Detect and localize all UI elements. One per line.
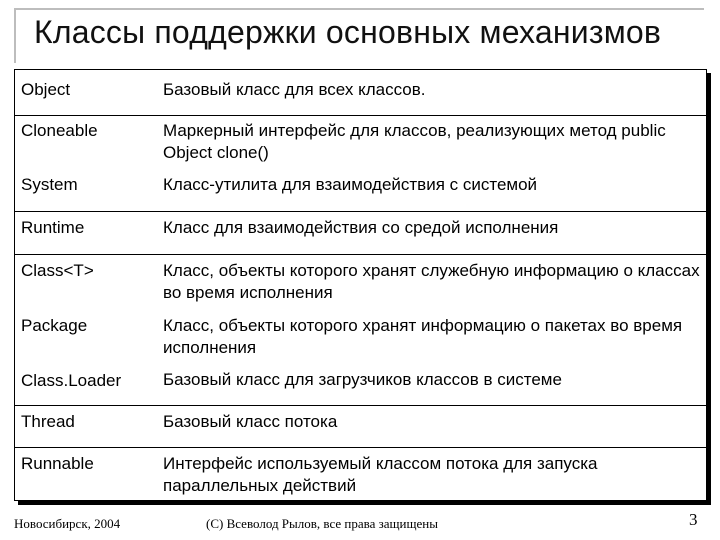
class-description: Класс, объекты которого хранят служебную информацию о классах во время исполнения (163, 261, 700, 302)
class-description: Класс для взаимодействия со средой исполнения (163, 218, 559, 237)
class-description: Класс, объекты которого хранят информацию о пакетах во время исполнения (163, 316, 683, 357)
table-shadow-right (707, 73, 711, 505)
class-name: System (21, 175, 78, 194)
page-number: 3 (689, 510, 698, 529)
table-row (15, 170, 706, 212)
class-name: Object (21, 80, 71, 99)
class-description: Базовый класс потока (163, 412, 338, 431)
class-name: Class.Loader (21, 371, 122, 390)
table-row (15, 70, 706, 116)
table-row (15, 366, 706, 406)
class-description: Интерфейс используемый классом потока для запуска параллельных действий (163, 454, 598, 495)
table-row (15, 116, 706, 170)
footer-location: Новосибирск, 2004 (14, 516, 121, 531)
table-row (15, 310, 706, 366)
class-name: Cloneable (21, 121, 98, 140)
footer-copyright: (С) Всеволод Рылов, все права защищены (206, 516, 438, 531)
class-name: Class<T> (21, 261, 94, 280)
class-description: Маркерный интерфейс для классов, реализующих метод public Object clone() (163, 121, 666, 162)
class-name: Package (21, 316, 88, 335)
classes-table (14, 69, 707, 505)
page-title: Классы поддержки основных механизмов (34, 14, 662, 50)
table-row (15, 255, 706, 310)
table-body (14, 69, 707, 501)
table-row (15, 212, 706, 255)
class-description: Базовый класс для загрузчиков классов в системе (163, 370, 562, 389)
class-name: Thread (21, 412, 75, 431)
class-name: Runtime (21, 218, 85, 237)
table-row (15, 448, 706, 502)
class-name: Runnable (21, 454, 94, 473)
table-row (15, 406, 706, 448)
class-description: Базовый класс для всех классов. (163, 80, 426, 99)
class-description: Класс-утилита для взаимодействия с системой (163, 175, 538, 194)
